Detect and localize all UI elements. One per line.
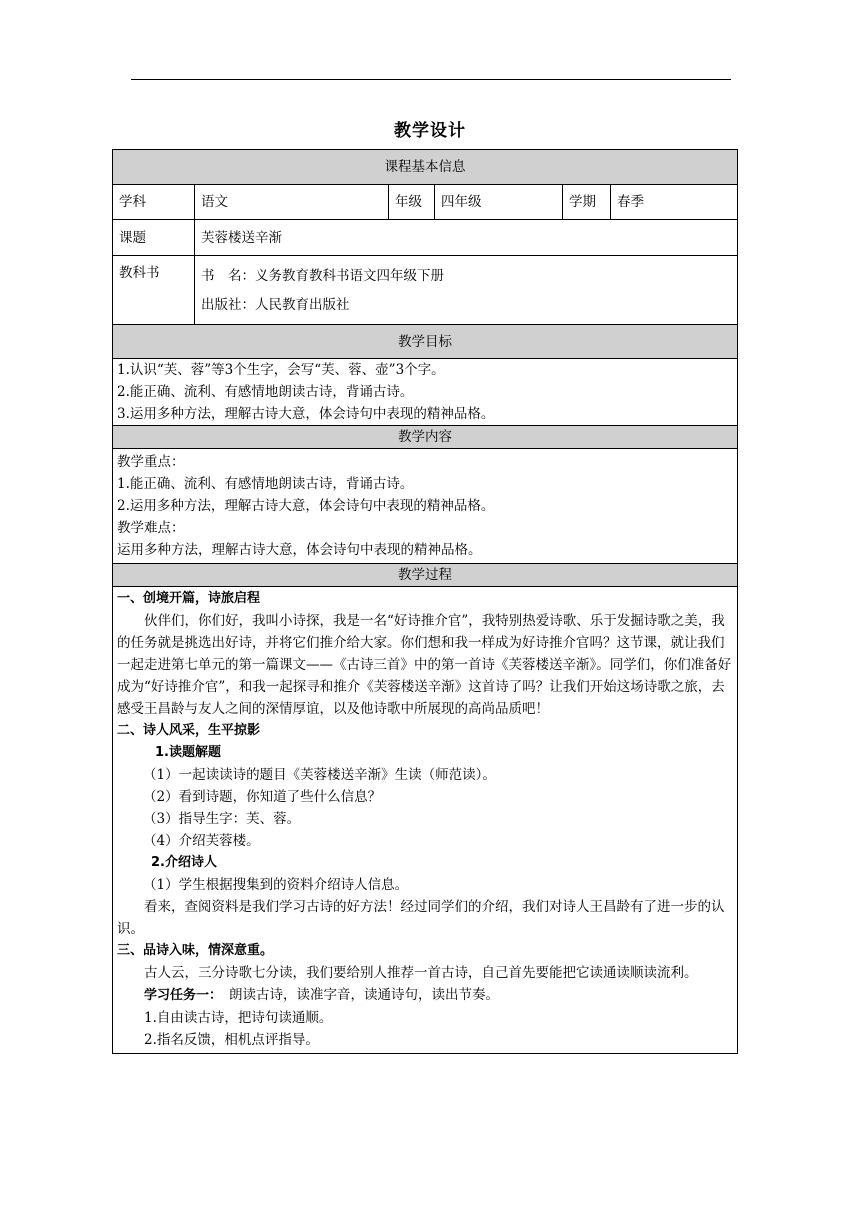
section-1-title: 一、创境开篇，诗旅启程 bbox=[117, 591, 261, 606]
subject-row bbox=[113, 185, 738, 220]
subject-value: 语文 bbox=[195, 185, 389, 220]
process-body bbox=[113, 587, 738, 1054]
process-header-row bbox=[113, 564, 738, 587]
section-1-paragraph: 伙伴们，你们好，我叫小诗探，我是一名“好诗推介官”，我特别热爱诗歌、乐于发掘诗歌之美，我的任务就是挑选出好诗，并将它们推介给大家。你们想和我一样成为好诗推介官吗？这节课，就让我们一起走进第七单元的第一篇课文——《古诗三首》中的第一首诗《芙蓉楼送辛渐》。同学们，你们准备好成为“好诗推介官”，和我一起探寻和推介《芙蓉楼送辛渐》这首诗了吗？让我们开始这场诗歌之旅，去感受王昌龄与友人之间的深情厚谊，以及他诗歌中所展现的高尚品质吧！ bbox=[117, 613, 732, 717]
content-body bbox=[113, 449, 738, 564]
content-header-row bbox=[113, 426, 738, 449]
section-2-sub-2-item: （1）学生根据搜集到的资料介绍诗人信息。 bbox=[143, 877, 409, 893]
task-1-item: 2.指名反馈，相机点评指导。 bbox=[144, 1032, 319, 1048]
section-2-sub-1-item: （2）看到诗题，你知道了些什么信息？ bbox=[143, 789, 382, 805]
process-row bbox=[113, 587, 738, 1054]
section-3-title: 三、品诗入味，情深意重。 bbox=[117, 943, 274, 958]
task-1-line bbox=[117, 984, 733, 1007]
section-2-paragraph: 看来，查阅资料是我们学习古诗的好方法！经过同学们的介绍，我们对诗人王昌龄有了进一步的认识。 bbox=[117, 899, 725, 937]
section-2-sub-1-item: （3）指导生字：芙、蓉。 bbox=[143, 811, 301, 827]
difficult-points-label: 教学难点： bbox=[117, 520, 185, 536]
section-2-sub-1-item: （1）一起读读诗的题目《芙蓉楼送辛渐》生读（师范读）。 bbox=[143, 767, 496, 783]
goals-header-row bbox=[113, 325, 738, 359]
section-2-sub-1-title: 1.读题解题 bbox=[155, 745, 221, 760]
goal-item: 2.能正确、流利、有感情地朗读古诗，背诵古诗。 bbox=[117, 384, 414, 400]
process-header: 教学过程 bbox=[113, 564, 738, 587]
section-3-paragraph: 古人云，三分诗歌七分读，我们要给别人推荐一首古诗，自己首先要能把它读通读顺读流利。 bbox=[144, 965, 698, 981]
goals-content bbox=[113, 359, 738, 426]
textbook-label: 教科书 bbox=[113, 256, 195, 325]
document-title: 教学设计 bbox=[394, 121, 466, 141]
basic-info-header-row bbox=[113, 150, 738, 185]
term-value: 春季 bbox=[611, 185, 738, 220]
header-rule bbox=[131, 79, 731, 80]
grade-label: 年级 bbox=[389, 185, 435, 220]
textbook-name: 书 名：义务教育教科书语文四年级下册 bbox=[201, 268, 444, 284]
task-1-label: 学习任务一： bbox=[144, 988, 216, 1003]
difficult-point-text: 运用多种方法，理解古诗大意，体会诗句中表现的精神品格。 bbox=[117, 542, 482, 558]
textbook-publisher: 出版社：人民教育出版社 bbox=[201, 297, 350, 313]
goal-item: 3.运用多种方法，理解古诗大意，体会诗句中表现的精神品格。 bbox=[117, 406, 495, 422]
topic-row bbox=[113, 220, 738, 256]
section-2-title: 二、诗人风采，生平掠影 bbox=[117, 723, 261, 738]
task-1-text: 朗读古诗，读准字音，读通诗句，读出节奏。 bbox=[215, 987, 500, 1003]
section-2-sub-1-item: （4）介绍芙蓉楼。 bbox=[143, 833, 260, 849]
goals-header: 教学目标 bbox=[113, 325, 738, 359]
basic-info-header: 课程基本信息 bbox=[113, 150, 738, 185]
key-point-item: 1.能正确、流利、有感情地朗读古诗，背诵古诗。 bbox=[117, 476, 414, 492]
topic-value: 芙蓉楼送辛渐 bbox=[195, 220, 738, 256]
textbook-info bbox=[195, 256, 738, 325]
section-2-sub-2-title: 2.介绍诗人 bbox=[151, 855, 217, 870]
key-points-label: 教学重点： bbox=[117, 454, 185, 470]
content-header: 教学内容 bbox=[113, 426, 738, 449]
content-row bbox=[113, 449, 738, 564]
goals-row bbox=[113, 359, 738, 426]
topic-label: 课题 bbox=[113, 220, 195, 256]
grade-value: 四年级 bbox=[435, 185, 563, 220]
term-label: 学期 bbox=[563, 185, 611, 220]
subject-label: 学科 bbox=[113, 185, 195, 220]
goal-item: 1.认识“芙、蓉”等3个生字，会写“芙、蓉、壶”3个字。 bbox=[117, 362, 445, 378]
lesson-plan-table bbox=[112, 149, 738, 1054]
key-point-item: 2.运用多种方法，理解古诗大意，体会诗句中表现的精神品格。 bbox=[117, 498, 495, 514]
textbook-row bbox=[113, 256, 738, 325]
task-1-item: 1.自由读古诗，把诗句读通顺。 bbox=[144, 1010, 333, 1026]
